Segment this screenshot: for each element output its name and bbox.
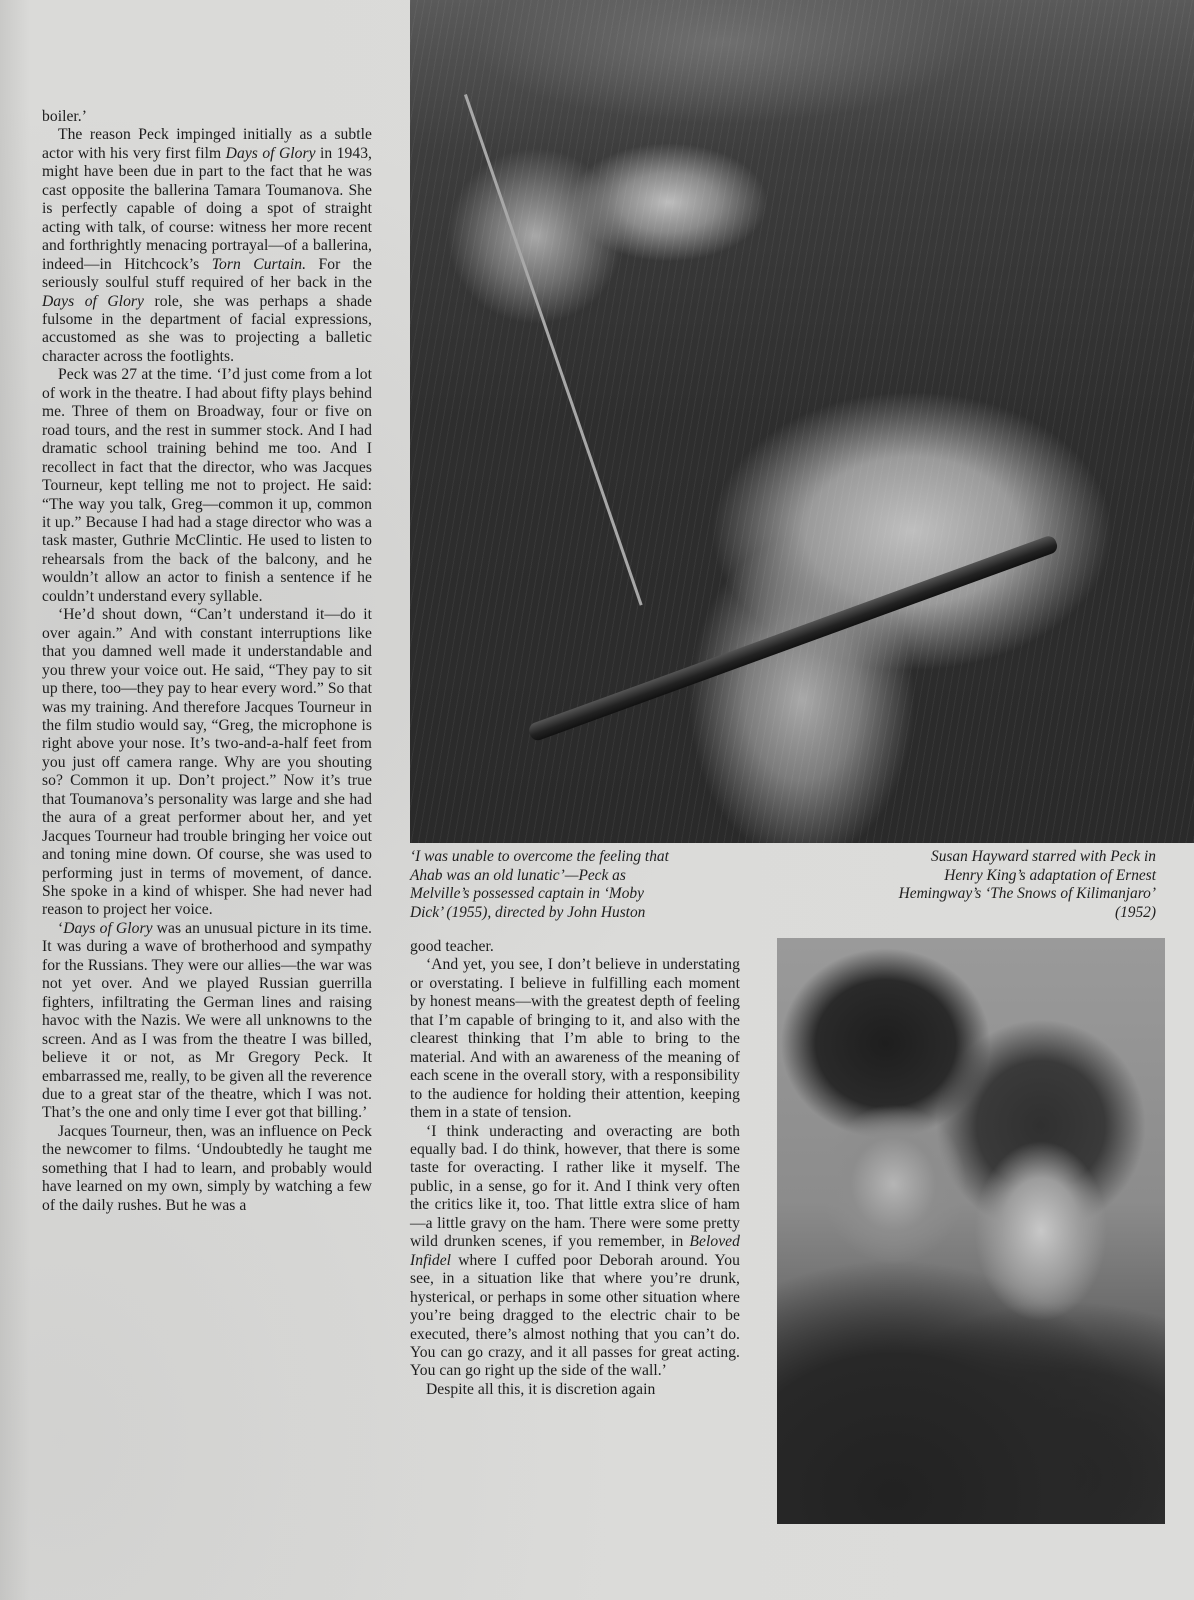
italic-title: Days of Glory (63, 919, 153, 937)
caption-line: ‘I was unable to overcome the feeling that (410, 848, 669, 865)
article-middle-column (410, 938, 740, 1399)
article-paragraph (410, 938, 740, 956)
article-paragraph (42, 1123, 372, 1215)
text-run: Despite all this, it is discretion again (426, 1380, 656, 1398)
text-run: The reason Peck impinged initially as a subtle actor with his very first film (42, 126, 372, 162)
italic-title: Torn Curtain. (211, 255, 307, 273)
caption-line: Ahab was an old lunatic’—Peck as (410, 866, 626, 884)
text-run: ‘And yet, you see, I don’t believe in understating or overstating. I believe in fulfilling each moment by honest means—with the greatest depth of feeling that I’m capable of bringing to it, and also with the clearest thinking that I’m able to bring to the material. And with an awareness of the meaning of each scene in the overall story, with a responsibility to the audience for holding their attention, keeping them in a state of tension. (410, 956, 740, 1122)
article-paragraph (42, 108, 372, 126)
article-paragraph (410, 1381, 740, 1399)
italic-title: Days of Glory (42, 292, 145, 310)
text-run: ‘I think underacting and overacting are both equally bad. I do think, however, that there is some taste for overacting. I rather like it myself. The public, in a sense, go for it. And I think very often the critics like it, too. That little extra slice of ham—a little gravy on the ham. There were some pretty wild drunken scenes, if you remember, in (410, 1122, 740, 1251)
text-run: in 1943, might have been due in part to the fact that he was cast opposite the ballerina Tamara Toumanova. She is perfectly capable of doing a spot of straight acting with talk, of course: witness her more recent and forthrightly menacing portrayal—of a ballerina, indeed—in Hitchcock’s (42, 144, 373, 273)
text-run: good teacher. (410, 938, 494, 955)
caption-line: Dick’ (1955), directed by John Huston (410, 903, 646, 921)
italic-title: Beloved Infidel (410, 1233, 740, 1269)
article-paragraph (410, 1123, 740, 1381)
article-paragraph (410, 956, 740, 1122)
photo-rain-texture (410, 0, 1194, 843)
text-run: where I cuffed poor Deborah around. You see, in a situation like that where you’re drunk, hysterical, or perhaps in some other situation where you’re being dragged to the electric chair to be executed, there’s almost nothing that you can’t do. You can go crazy, and it all passes for great acting. You can go right up the side of the wall.’ (410, 1251, 740, 1380)
photo-moby-dick (410, 0, 1194, 843)
text-run: role, she was perhaps a shade fulsome in the department of facial expressions, accustomed as she was to projecting a balletic character across the footlights. (42, 292, 372, 365)
article-left-column (42, 108, 372, 1215)
caption-line: Melville’s possessed captain in ‘Moby (410, 885, 644, 903)
caption-line: Susan Hayward starred with Peck in (931, 848, 1156, 865)
text-run: Jacques Tourneur, then, was an influence on Peck the newcomer to films. ‘Undoubtedly he taught me something that I had to learn, and probably would have learned on my own, simply by watching a few of the daily rushes. But he was a (42, 1122, 372, 1214)
caption-moby-dick (410, 848, 750, 922)
text-run: ‘He’d shout down, “Can’t understand it—do it over again.” And with constant interruptions like that you damned well made it understandable and you threw your voice out. He said, “They pay to sit up there, too—they pay to hear every word.” So that was my training. And therefore Jacques Tourneur in the film studio would say, “Greg, the microphone is right above your nose. It’s two-and-a-half feet from you just off camera range. Why are you shouting so? Common it up. Don’t project.” Now it’s true that Toumanova’s personality was large and she had the aura of a great performer about her, and yet Jacques Tourneur had trouble bringing her voice out and toning mine down. Of course, she was used to performing just in terms of movement, of dance. She spoke in a kind of whisper. She had never had reason to project her voice. (42, 606, 372, 919)
article-paragraph (42, 366, 372, 606)
article-paragraph (42, 606, 372, 920)
article-paragraph (42, 920, 372, 1123)
text-run: For the seriously soulful stuff required of her back in the (42, 255, 373, 292)
photo-peck-hayward-portrait (777, 938, 1165, 1524)
caption-line: (1952) (1114, 903, 1156, 921)
italic-title: Days of Glory (225, 144, 316, 162)
caption-line: Hemingway’s ‘The Snows of Kilimanjaro’ (898, 885, 1156, 903)
article-paragraph (42, 126, 372, 366)
caption-snows-of-kilimanjaro (770, 848, 1156, 922)
text-run: boiler.’ (42, 108, 88, 125)
text-run: was an unusual picture in its time. It was during a wave of brotherhood and sympathy for the Russians. They were our allies—the war was not yet over. And we played Russian guerrilla fighters, infiltrating the German lines and raising havoc with the Nazis. We were all unknowns to the screen. And as I was from the theatre I was billed, believe it or not, as Mr Gregory Peck. It embarrassed me, really, to be given all the reverence due to a great star of the theatre, which I was not. That’s the one and only time I ever got that billing.’ (42, 919, 372, 1122)
text-run: ‘ (58, 919, 64, 937)
text-run: Peck was 27 at the time. ‘I’d just come from a lot of work in the theatre. I had about fifty plays behind me. Three of them on Broadway, four or five on road tours, and the rest in summer stock. And I had dramatic school training behind me too. And I recollect in fact that the director, who was Jacques Tourneur, kept telling me not to project. He said: “The way you talk, Greg—common it up, common it up.” Because I had had a stage director who was a task master, Guthrie McClintic. He used to listen to rehearsals from the back of the balcony, and he wouldn’t allow an actor to finish a sentence if he couldn’t understand every syllable. (42, 366, 372, 605)
caption-line: Henry King’s adaptation of Ernest (944, 866, 1156, 884)
